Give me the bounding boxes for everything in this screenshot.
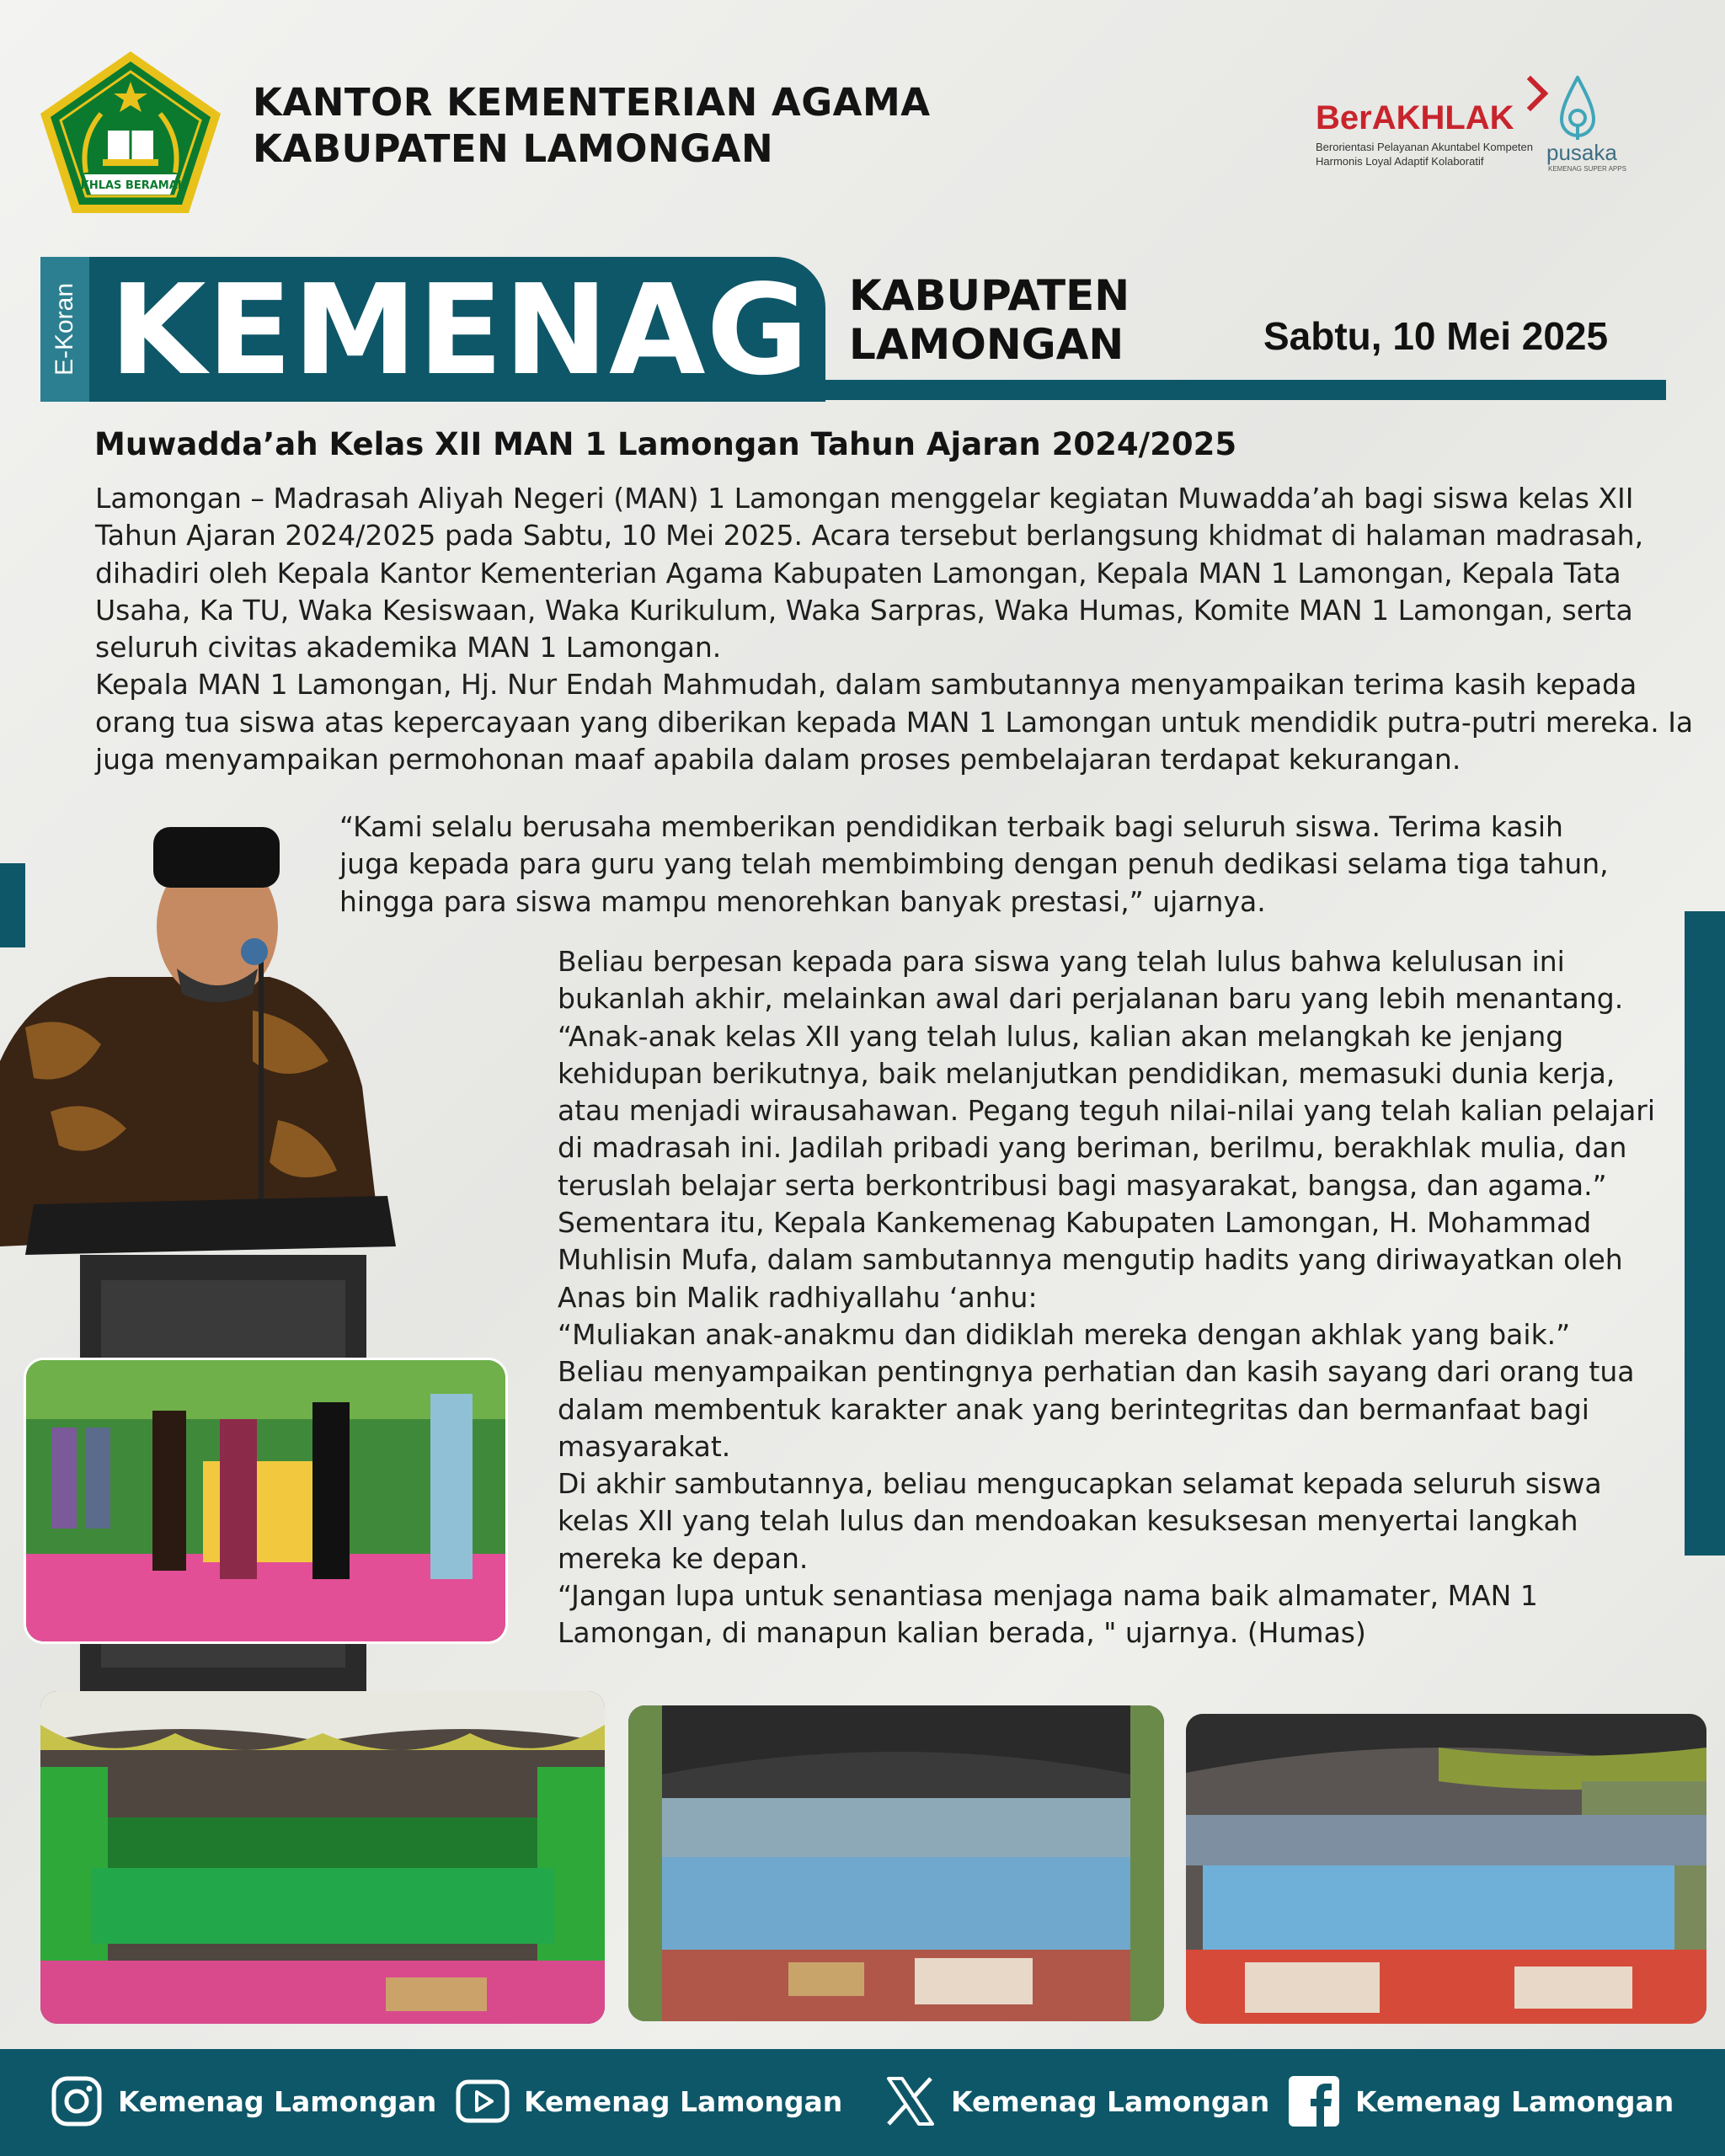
x-icon bbox=[882, 2073, 937, 2129]
body-line: kelas XII yang telah lulus dan mendoakan kesuksesan menyertai langkah bbox=[558, 1504, 1578, 1538]
body-line: Lamongan, di manapun kalian berada, " ujarnya. (Humas) bbox=[558, 1616, 1366, 1650]
quote-line: juga kepada para guru yang telah membimbing dengan penuh dedikasi selama tiga tahun, bbox=[339, 847, 1609, 881]
publish-date: Sabtu, 10 Mei 2025 bbox=[1263, 314, 1609, 358]
social-youtube[interactable] bbox=[455, 2072, 842, 2131]
x-label: Kemenag Lamongan bbox=[951, 2084, 1270, 2118]
graduation-photo bbox=[24, 1358, 508, 1644]
berakhlak-subtitle-line2: Harmonis Loyal Adaptif Kolaboratif bbox=[1316, 155, 1484, 168]
article-quote bbox=[339, 808, 1609, 921]
social-facebook[interactable] bbox=[1286, 2072, 1674, 2131]
body-line: Anas bin Malik radhiyallahu ‘anhu: bbox=[558, 1280, 1038, 1314]
logo-motto: IKHLAS BERAMAL bbox=[76, 179, 185, 192]
berakhlak-subtitle-line1: Berorientasi Pelayanan Akuntabel Kompeten bbox=[1316, 141, 1534, 153]
facebook-label: Kemenag Lamongan bbox=[1355, 2084, 1674, 2118]
kemenag-logo bbox=[34, 46, 227, 219]
body-line: Sementara itu, Kepala Kankemenag Kabupaten Lamongan, H. Mohammad bbox=[558, 1206, 1592, 1240]
social-x[interactable] bbox=[882, 2072, 1269, 2131]
article-body bbox=[558, 943, 1655, 1652]
org-name-line2: KABUPATEN LAMONGAN bbox=[253, 126, 774, 171]
article-headline: Muwadda’ah Kelas XII MAN 1 Lamongan Tahun Ajaran 2024/2025 bbox=[94, 426, 1237, 462]
banner-sub-line1: KABUPATEN bbox=[849, 271, 1130, 320]
pusaka-subtitle: KEMENAG SUPER APPS bbox=[1548, 165, 1626, 173]
intro-line: orang tua siswa atas kepercayaan yang diberikan kepada MAN 1 Lamongan untuk mendidik putra-putri mereka. Ia bbox=[95, 705, 1694, 739]
banner-sub-line2: LAMONGAN bbox=[849, 320, 1124, 369]
intro-line: Lamongan – Madrasah Aliyah Negeri (MAN) 1 Lamongan menggelar kegiatan Muwadda’ah bagi siswa kelas XII bbox=[95, 482, 1634, 515]
body-line: bukanlah akhir, melainkan awal dari perjalanan baru yang lebih menantang. bbox=[558, 982, 1624, 1016]
body-line: kehidupan berikutnya, baik melanjutkan pendidikan, memasuki dunia kerja, bbox=[558, 1056, 1616, 1090]
ekoran-text: E-Koran bbox=[51, 282, 78, 376]
intro-line: Tahun Ajaran 2024/2025 pada Sabtu, 10 Mei 2025. Acara tersebut berlangsung khidmat di halaman madrasah, bbox=[95, 519, 1644, 552]
intro-line: Kepala MAN 1 Lamongan, Hj. Nur Endah Mahmudah, dalam sambutannya menyampaikan terima kasih kepada bbox=[95, 668, 1637, 702]
audience-photo-blue bbox=[628, 1705, 1164, 2021]
instagram-icon bbox=[49, 2073, 104, 2129]
body-line: Di akhir sambutannya, beliau mengucapkan selamat kepada seluruh siswa bbox=[558, 1467, 1602, 1501]
intro-line: dihadiri oleh Kepala Kantor Kementerian Agama Kabupaten Lamongan, Kepala MAN 1 Lamongan, Kepala Tata bbox=[95, 556, 1621, 590]
berakhlak-chevron-icon bbox=[1513, 76, 1548, 111]
body-line: Muhlisin Mufa, dalam sambutannya mengutip hadits yang diriwayatkan oleh bbox=[558, 1243, 1623, 1277]
kemenag-title: KEMENAG bbox=[109, 258, 810, 403]
officials-photo bbox=[1186, 1714, 1706, 2024]
body-line: atau menjadi wirausahawan. Pegang teguh nilai-nilai yang telah kalian pelajari bbox=[558, 1094, 1656, 1128]
social-instagram[interactable] bbox=[49, 2072, 436, 2131]
youtube-icon bbox=[455, 2073, 510, 2129]
body-line: “Muliakan anak-anakmu dan didiklah mereka dengan akhlak yang baik.” bbox=[558, 1317, 1571, 1351]
intro-line: juga menyampaikan permohonan maaf apabila dalam proses pembelajaran terdapat kekurangan. bbox=[95, 743, 1461, 776]
body-line: teruslah belajar serta berkontribusi bagi masyarakat, bangsa, dan agama.” bbox=[558, 1168, 1607, 1202]
pusaka-drop-icon bbox=[1558, 76, 1597, 141]
body-line: Beliau berpesan kepada para siswa yang telah lulus bahwa kelulusan ini bbox=[558, 945, 1565, 978]
body-line: Beliau menyampaikan pentingnya perhatian dan kasih sayang dari orang tua bbox=[558, 1355, 1635, 1389]
quote-line: “Kami selalu berusaha memberikan pendidikan terbaik bagi seluruh siswa. Terima kasih bbox=[339, 810, 1563, 843]
instagram-label: Kemenag Lamongan bbox=[118, 2084, 437, 2118]
org-name-line1: KANTOR KEMENTERIAN AGAMA bbox=[253, 80, 931, 125]
body-line: “Anak-anak kelas XII yang telah lulus, kalian akan melangkah ke jenjang bbox=[558, 1019, 1564, 1053]
accent-bar-right bbox=[1685, 911, 1725, 1556]
banner-underline bbox=[825, 380, 1666, 400]
intro-line: seluruh civitas akademika MAN 1 Lamongan. bbox=[95, 631, 722, 664]
body-line: dalam membentuk karakter anak yang berintegritas dan bermanfaat bagi bbox=[558, 1392, 1589, 1426]
body-line: mereka ke depan. bbox=[558, 1541, 809, 1575]
body-line: “Jangan lupa untuk senantiasa menjaga nama baik almamater, MAN 1 bbox=[558, 1579, 1538, 1613]
youtube-label: Kemenag Lamongan bbox=[524, 2084, 843, 2118]
intro-line: Usaha, Ka TU, Waka Kesiswaan, Waka Kurikulum, Waka Sarpras, Waka Humas, Komite MAN 1 Lamongan, serta bbox=[95, 593, 1633, 627]
article-intro bbox=[95, 480, 1693, 778]
body-line: masyarakat. bbox=[558, 1429, 731, 1463]
body-line: di madrasah ini. Jadilah pribadi yang beriman, berilmu, berakhlak mulia, dan bbox=[558, 1131, 1627, 1165]
ekoran-label bbox=[40, 257, 89, 402]
berakhlak-subtitle bbox=[1316, 140, 1533, 168]
pusaka-logo-text: pusaka bbox=[1546, 140, 1617, 165]
quote-line: hingga para siswa mampu menorehkan banyak prestasi,” ujarnya. bbox=[339, 884, 1266, 918]
group-photo-green bbox=[40, 1691, 605, 2024]
facebook-icon bbox=[1286, 2073, 1342, 2129]
berakhlak-logo-text: BerAKHLAK bbox=[1316, 99, 1514, 136]
